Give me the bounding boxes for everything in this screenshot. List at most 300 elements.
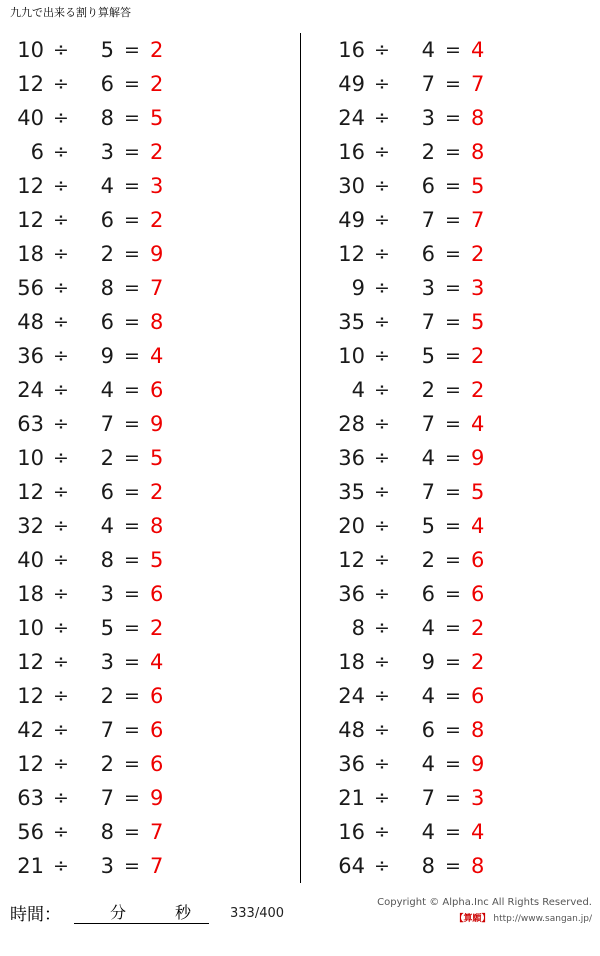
divide-icon: ÷ [53,141,69,163]
problem-row [8,339,300,373]
dividend: 10 [17,446,44,470]
divide-icon: ÷ [374,379,390,401]
equals-icon: = [445,39,461,61]
answer-value: 6 [471,582,485,606]
equals-icon: = [124,345,140,367]
divide-icon: ÷ [53,481,69,503]
answer-value: 5 [150,106,164,130]
answer-value: 2 [471,344,485,368]
equals-icon: = [445,175,461,197]
equals-icon: = [445,107,461,129]
problem-row [8,815,300,849]
divide-icon: ÷ [374,549,390,571]
answer-value: 3 [471,276,485,300]
divisor: 5 [421,514,435,538]
dividend: 12 [338,242,365,266]
divisor: 6 [100,72,114,96]
answer-value: 9 [471,752,485,776]
divisor: 7 [100,718,114,742]
divide-icon: ÷ [53,73,69,95]
divisor: 3 [421,276,435,300]
divide-icon: ÷ [374,481,390,503]
dividend: 49 [338,72,365,96]
divisor: 6 [421,582,435,606]
divide-icon: ÷ [374,311,390,333]
dividend: 36 [338,446,365,470]
answer-value: 7 [471,208,485,232]
answer-value: 9 [150,412,164,436]
divide-icon: ÷ [53,39,69,61]
divide-icon: ÷ [53,821,69,843]
dividend: 48 [17,310,44,334]
divide-icon: ÷ [374,39,390,61]
dividend: 24 [338,106,365,130]
problem-row [329,373,600,407]
problem-row [8,305,300,339]
divide-icon: ÷ [53,787,69,809]
dividend: 56 [17,276,44,300]
dividend: 35 [338,310,365,334]
answer-value: 2 [471,378,485,402]
divisor: 6 [100,480,114,504]
equals-icon: = [124,311,140,333]
dividend: 9 [351,276,365,300]
equals-icon: = [124,39,140,61]
divisor: 5 [421,344,435,368]
divide-icon: ÷ [374,107,390,129]
problem-row [8,645,300,679]
divisor: 4 [100,378,114,402]
equals-icon: = [124,107,140,129]
site-mark: 【算願】 [454,914,491,924]
divisor: 8 [421,854,435,878]
problem-row [329,679,600,713]
equals-icon: = [445,719,461,741]
dividend: 21 [17,854,44,878]
problem-row [8,407,300,441]
equals-icon: = [445,413,461,435]
divisor: 4 [421,684,435,708]
divisor: 2 [100,752,114,776]
problem-row [8,747,300,781]
dividend: 49 [338,208,365,232]
divisor: 3 [100,140,114,164]
answer-value: 6 [150,684,164,708]
dividend: 12 [338,548,365,572]
problem-row [8,203,300,237]
equals-icon: = [124,175,140,197]
divisor: 8 [100,276,114,300]
dividend: 28 [338,412,365,436]
divide-icon: ÷ [374,617,390,639]
dividend: 64 [338,854,365,878]
divide-icon: ÷ [374,243,390,265]
divisor: 4 [100,514,114,538]
equals-icon: = [124,447,140,469]
equals-icon: = [445,481,461,503]
equals-icon: = [445,787,461,809]
equals-icon: = [445,379,461,401]
divide-icon: ÷ [53,447,69,469]
answer-value: 2 [471,650,485,674]
problem-row [8,611,300,645]
equals-icon: = [445,243,461,265]
divisor: 6 [421,242,435,266]
problem-row [8,509,300,543]
answer-value: 4 [471,412,485,436]
divide-icon: ÷ [374,787,390,809]
answer-value: 4 [150,344,164,368]
divide-icon: ÷ [374,277,390,299]
dividend: 63 [17,786,44,810]
time-answer-rule [74,923,209,924]
divisor: 8 [100,820,114,844]
answer-value: 3 [471,786,485,810]
divide-icon: ÷ [53,651,69,673]
divide-icon: ÷ [53,583,69,605]
divide-icon: ÷ [53,345,69,367]
divide-icon: ÷ [53,685,69,707]
divisor: 2 [100,242,114,266]
divisor: 8 [100,548,114,572]
problem-row [329,203,600,237]
divisor: 6 [421,174,435,198]
problem-row [8,101,300,135]
divide-icon: ÷ [374,583,390,605]
dividend: 12 [17,208,44,232]
dividend: 12 [17,174,44,198]
answer-value: 2 [150,616,164,640]
divide-icon: ÷ [53,753,69,775]
dividend: 6 [30,140,44,164]
problem-row [8,713,300,747]
answer-value: 2 [471,242,485,266]
equals-icon: = [124,821,140,843]
dividend: 42 [17,718,44,742]
equals-icon: = [124,753,140,775]
problem-row [8,271,300,305]
answer-value: 5 [471,480,485,504]
divide-icon: ÷ [53,379,69,401]
divisor: 4 [421,752,435,776]
divisor: 8 [100,106,114,130]
divide-icon: ÷ [374,175,390,197]
problem-row [329,815,600,849]
answer-value: 9 [471,446,485,470]
answer-value: 7 [150,276,164,300]
dividend: 18 [338,650,365,674]
dividend: 12 [17,72,44,96]
divide-icon: ÷ [374,719,390,741]
divisor: 2 [421,378,435,402]
divisor: 3 [100,854,114,878]
dividend: 36 [338,582,365,606]
problem-row [329,645,600,679]
page-footer [0,895,600,955]
answer-value: 4 [471,514,485,538]
problem-row [329,577,600,611]
equals-icon: = [124,243,140,265]
problem-row [329,135,600,169]
dividend: 10 [338,344,365,368]
divisor: 2 [100,446,114,470]
dividend: 8 [351,616,365,640]
answer-value: 8 [150,310,164,334]
divide-icon: ÷ [53,277,69,299]
answer-value: 5 [150,548,164,572]
dividend: 10 [17,616,44,640]
divisor: 7 [421,208,435,232]
equals-icon: = [445,141,461,163]
problem-row [329,611,600,645]
problem-row [8,67,300,101]
equals-icon: = [445,277,461,299]
divisor: 4 [421,820,435,844]
divisor: 9 [100,344,114,368]
dividend: 10 [17,38,44,62]
divide-icon: ÷ [374,141,390,163]
problem-row [329,101,600,135]
answer-value: 8 [150,514,164,538]
divisor: 3 [421,106,435,130]
divide-icon: ÷ [374,685,390,707]
divide-icon: ÷ [374,651,390,673]
equals-icon: = [124,413,140,435]
problem-columns [0,33,600,883]
dividend: 4 [351,378,365,402]
equals-icon: = [445,447,461,469]
dividend: 40 [17,106,44,130]
equals-icon: = [124,73,140,95]
dividend: 12 [17,480,44,504]
divisor: 2 [421,548,435,572]
answer-value: 8 [471,854,485,878]
problem-row [8,577,300,611]
answer-value: 6 [150,718,164,742]
problem-row [329,67,600,101]
answer-value: 2 [150,208,164,232]
problem-row [8,781,300,815]
divisor: 6 [421,718,435,742]
equals-icon: = [445,311,461,333]
problem-row [329,713,600,747]
second-label: 秒 [175,903,192,922]
divisor: 7 [421,786,435,810]
dividend: 63 [17,412,44,436]
divisor: 4 [421,38,435,62]
divisor: 7 [100,412,114,436]
answer-value: 4 [471,38,485,62]
answer-value: 7 [150,820,164,844]
equals-icon: = [445,617,461,639]
problem-row [329,271,600,305]
divisor: 7 [100,786,114,810]
answer-value: 6 [150,378,164,402]
answer-value: 8 [471,718,485,742]
equals-icon: = [124,787,140,809]
answer-value: 6 [150,752,164,776]
divisor: 3 [100,582,114,606]
answer-value: 5 [471,310,485,334]
dividend: 12 [17,684,44,708]
answer-value: 3 [150,174,164,198]
copyright-text: Copyright © Alpha.Inc All Rights Reserved. [377,897,592,908]
problem-row [8,33,300,67]
equals-icon: = [445,855,461,877]
divide-icon: ÷ [53,175,69,197]
problem-row [8,169,300,203]
equals-icon: = [124,719,140,741]
problem-row [8,441,300,475]
problem-column-left [0,33,300,883]
dividend: 21 [338,786,365,810]
problem-row [8,679,300,713]
equals-icon: = [445,583,461,605]
dividend: 32 [17,514,44,538]
site-credit [454,911,592,924]
answer-value: 6 [150,582,164,606]
divisor: 4 [100,174,114,198]
equals-icon: = [124,855,140,877]
problem-row [329,849,600,883]
divisor: 2 [421,140,435,164]
divide-icon: ÷ [53,107,69,129]
dividend: 30 [338,174,365,198]
answer-value: 9 [150,242,164,266]
problem-row [329,33,600,67]
divide-icon: ÷ [53,719,69,741]
answer-value: 2 [150,72,164,96]
answer-value: 2 [150,38,164,62]
equals-icon: = [124,515,140,537]
divisor: 7 [421,412,435,436]
problem-row [8,237,300,271]
problem-row [329,781,600,815]
answer-value: 8 [471,140,485,164]
dividend: 40 [17,548,44,572]
answer-value: 7 [471,72,485,96]
divisor: 5 [100,38,114,62]
equals-icon: = [124,685,140,707]
divisor: 5 [100,616,114,640]
problem-row [329,339,600,373]
equals-icon: = [124,481,140,503]
problem-row [329,509,600,543]
equals-icon: = [445,73,461,95]
site-url: http://www.sangan.jp/ [493,914,592,924]
dividend: 24 [17,378,44,402]
problem-row [329,441,600,475]
equals-icon: = [124,549,140,571]
divisor: 7 [421,480,435,504]
divisor: 4 [421,446,435,470]
answer-value: 7 [150,854,164,878]
dividend: 18 [17,582,44,606]
equals-icon: = [445,515,461,537]
dividend: 20 [338,514,365,538]
answer-value: 4 [471,820,485,844]
answer-value: 8 [471,106,485,130]
divide-icon: ÷ [53,549,69,571]
divide-icon: ÷ [374,413,390,435]
dividend: 35 [338,480,365,504]
dividend: 24 [338,684,365,708]
answer-value: 6 [471,684,485,708]
divide-icon: ÷ [53,515,69,537]
divide-icon: ÷ [53,209,69,231]
answer-value: 9 [150,786,164,810]
divisor: 4 [421,616,435,640]
sheet-counter: 333/400 [230,906,285,921]
equals-icon: = [445,345,461,367]
dividend: 12 [17,752,44,776]
equals-icon: = [445,821,461,843]
problem-row [8,373,300,407]
answer-value: 5 [150,446,164,470]
divide-icon: ÷ [53,243,69,265]
problem-column-right [300,33,600,883]
problem-row [8,475,300,509]
divide-icon: ÷ [53,617,69,639]
equals-icon: = [124,379,140,401]
dividend: 12 [17,650,44,674]
problem-row [8,849,300,883]
page-title: 九九で出来る割り算解答 [10,6,131,19]
divide-icon: ÷ [53,413,69,435]
divisor: 2 [100,684,114,708]
divide-icon: ÷ [374,821,390,843]
problem-row [329,747,600,781]
dividend: 16 [338,38,365,62]
equals-icon: = [445,753,461,775]
answer-value: 4 [150,650,164,674]
equals-icon: = [124,277,140,299]
equals-icon: = [445,549,461,571]
minute-label: 分 [110,903,127,922]
answer-value: 2 [471,616,485,640]
dividend: 36 [338,752,365,776]
problem-row [8,135,300,169]
equals-icon: = [124,209,140,231]
divide-icon: ÷ [374,447,390,469]
problem-row [329,169,600,203]
divisor: 9 [421,650,435,674]
divide-icon: ÷ [53,311,69,333]
divisor: 7 [421,310,435,334]
divisor: 3 [100,650,114,674]
divide-icon: ÷ [374,209,390,231]
answer-value: 6 [471,548,485,572]
divisor: 6 [100,310,114,334]
divide-icon: ÷ [374,753,390,775]
time-label: 時間： [10,905,61,925]
equals-icon: = [445,651,461,673]
problem-row [8,543,300,577]
dividend: 36 [17,344,44,368]
divisor: 7 [421,72,435,96]
dividend: 16 [338,820,365,844]
answer-value: 2 [150,140,164,164]
divide-icon: ÷ [374,515,390,537]
divide-icon: ÷ [374,73,390,95]
equals-icon: = [124,651,140,673]
answer-value: 5 [471,174,485,198]
problem-row [329,475,600,509]
divide-icon: ÷ [374,345,390,367]
equals-icon: = [445,685,461,707]
divide-icon: ÷ [53,855,69,877]
dividend: 18 [17,242,44,266]
